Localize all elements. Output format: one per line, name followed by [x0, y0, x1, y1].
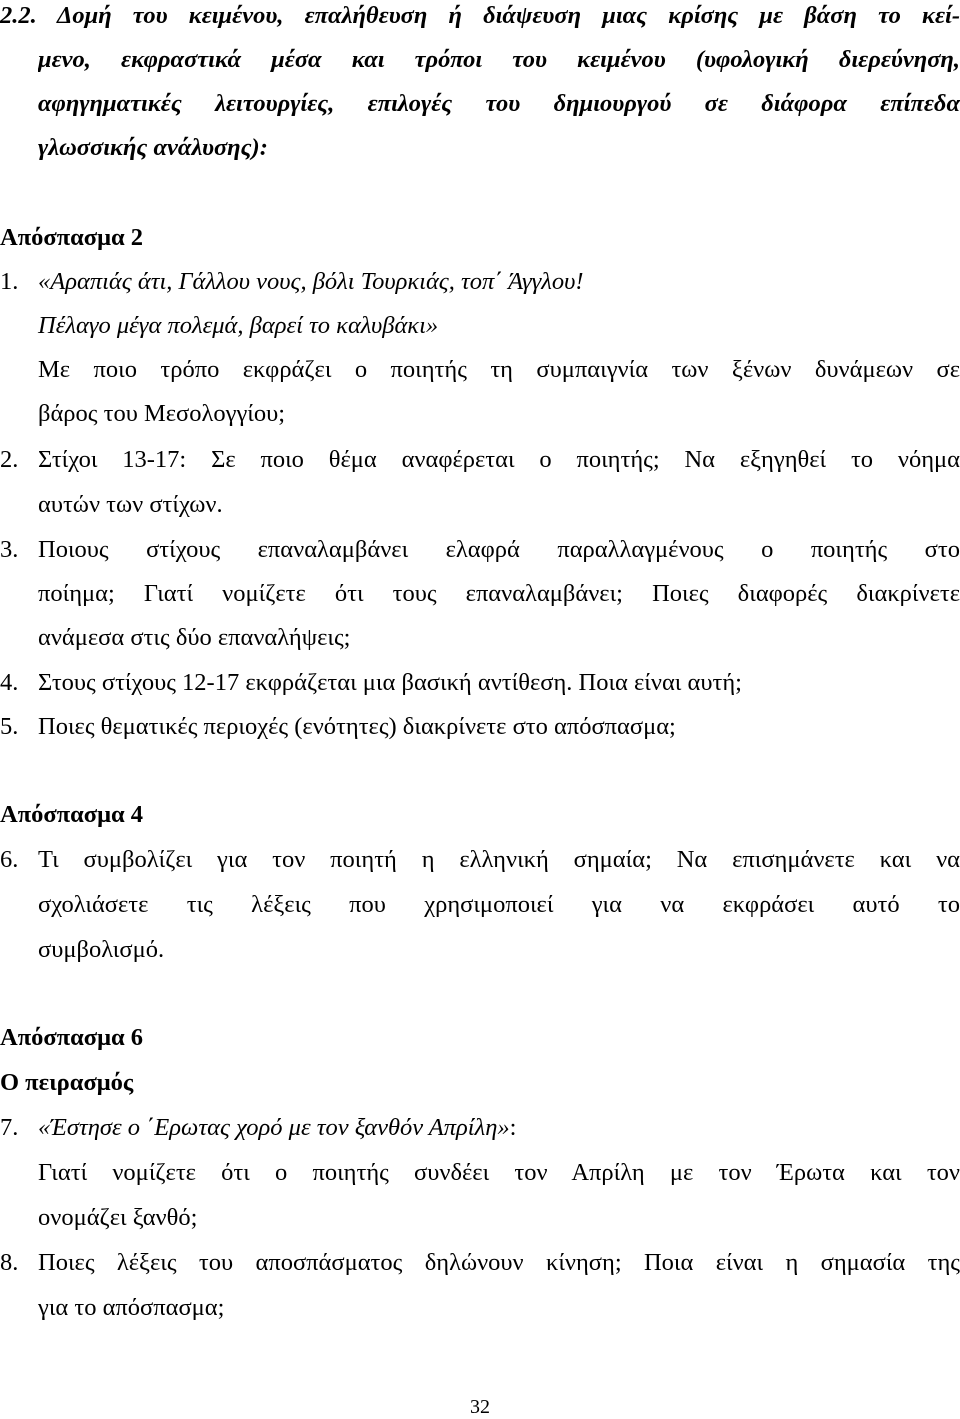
question-4-line-1: Στους στίχους 12-17 εκφράζεται μια βασική αντίθεση. Ποια είναι αυτή;: [38, 669, 742, 696]
section-title-line-2: μενο, εκφραστικά μέσα και τρόποι του κειμένου (υφολογική διερεύνηση,: [38, 48, 960, 72]
question-2-line-1: Στίχοι 13-17: Σε ποιο θέμα αναφέρεται ο ποιητής; Να εξηγηθεί το νόημα: [38, 448, 960, 472]
excerpt-4-heading: Απόσπασμα 4: [0, 801, 144, 828]
question-3-line-1: Ποιους στίχους επαναλαμβάνει ελαφρά παραλλαγμένους ο ποιητής στο: [38, 538, 960, 562]
question-1-text-line-2: βάρος του Μεσολογγίου;: [38, 400, 286, 427]
question-5-line-1: Ποιες θεματικές περιοχές (ενότητες) διακρίνετε στο απόσπασμα;: [38, 713, 676, 740]
question-6-line-1: Τι συμβολίζει για τον ποιητή η ελληνική σημαία; Να επισημάνετε και να: [38, 848, 960, 872]
question-6-number: 6.: [0, 846, 19, 873]
question-2-line-2: αυτών των στίχων.: [38, 491, 223, 518]
question-5-number: 5.: [0, 713, 19, 740]
question-3-line-2: ποίημα; Γιατί νομίζετε ότι τους επαναλαμβάνει; Ποιες διαφορές διακρίνετε: [38, 582, 960, 606]
question-4-number: 4.: [0, 669, 19, 696]
question-1-quote-line-2: Πέλαγο μέγα πολεμά, βαρεί το καλυβάκι»: [38, 312, 439, 339]
question-6-line-2: σχολιάσετε τις λέξεις που χρησιμοποιεί για να εκφράσει αυτό το: [38, 893, 960, 917]
question-2-number: 2.: [0, 446, 19, 473]
section-title-line-3: αφηγηματικές λειτουργίες, επιλογές του δημιουργού σε διάφορα επίπεδα: [38, 92, 960, 116]
question-1-quote-line-1: «Αραπιάς άτι, Γάλλου νους, βόλι Τουρκιάς, τοπ΄ Άγγλου!: [38, 268, 584, 295]
question-8-line-2: για το απόσπασμα;: [38, 1294, 225, 1321]
question-7-quote-line: [38, 1116, 960, 1140]
question-1-number: 1.: [0, 268, 19, 295]
question-7-number: 7.: [0, 1114, 19, 1141]
question-7-line-2: ονομάζει ξανθό;: [38, 1204, 198, 1231]
question-1-text-line-1: Με ποιο τρόπο εκφράζει ο ποιητής τη συμπαιγνία των ξένων δυνάμεων σε: [38, 358, 960, 382]
section-title-line-1: 2.2. Δομή του κειμένου, επαλήθευση ή διάψευση μιας κρίσης με βάση το κεί-: [0, 4, 960, 28]
question-7-quote: «Έστησε ο ΄Ερωτας χορό με τον ξανθόν Απρίλη»: [38, 1114, 510, 1141]
question-3-line-3: ανάμεσα στις δύο επαναλήψεις;: [38, 624, 351, 651]
question-3-number: 3.: [0, 536, 19, 563]
excerpt-6-subheading: Ο πειρασμός: [0, 1069, 134, 1096]
excerpt-6-heading: Απόσπασμα 6: [0, 1024, 144, 1051]
excerpt-2-heading: Απόσπασμα 2: [0, 224, 144, 251]
question-7-quote-suffix: :: [509, 1114, 517, 1141]
question-7-line-1: Γιατί νομίζετε ότι ο ποιητής συνδέει τον Απρίλη με τον Έρωτα και τον: [38, 1161, 960, 1185]
page-number: 32: [470, 1396, 490, 1418]
question-8-line-1: Ποιες λέξεις του αποσπάσματος δηλώνουν κίνηση; Ποια είναι η σημασία της: [38, 1251, 960, 1275]
question-6-line-3: συμβολισμό.: [38, 936, 165, 963]
section-title-line-4: γλωσσικής ανάλυσης):: [38, 134, 268, 161]
question-8-number: 8.: [0, 1249, 19, 1276]
